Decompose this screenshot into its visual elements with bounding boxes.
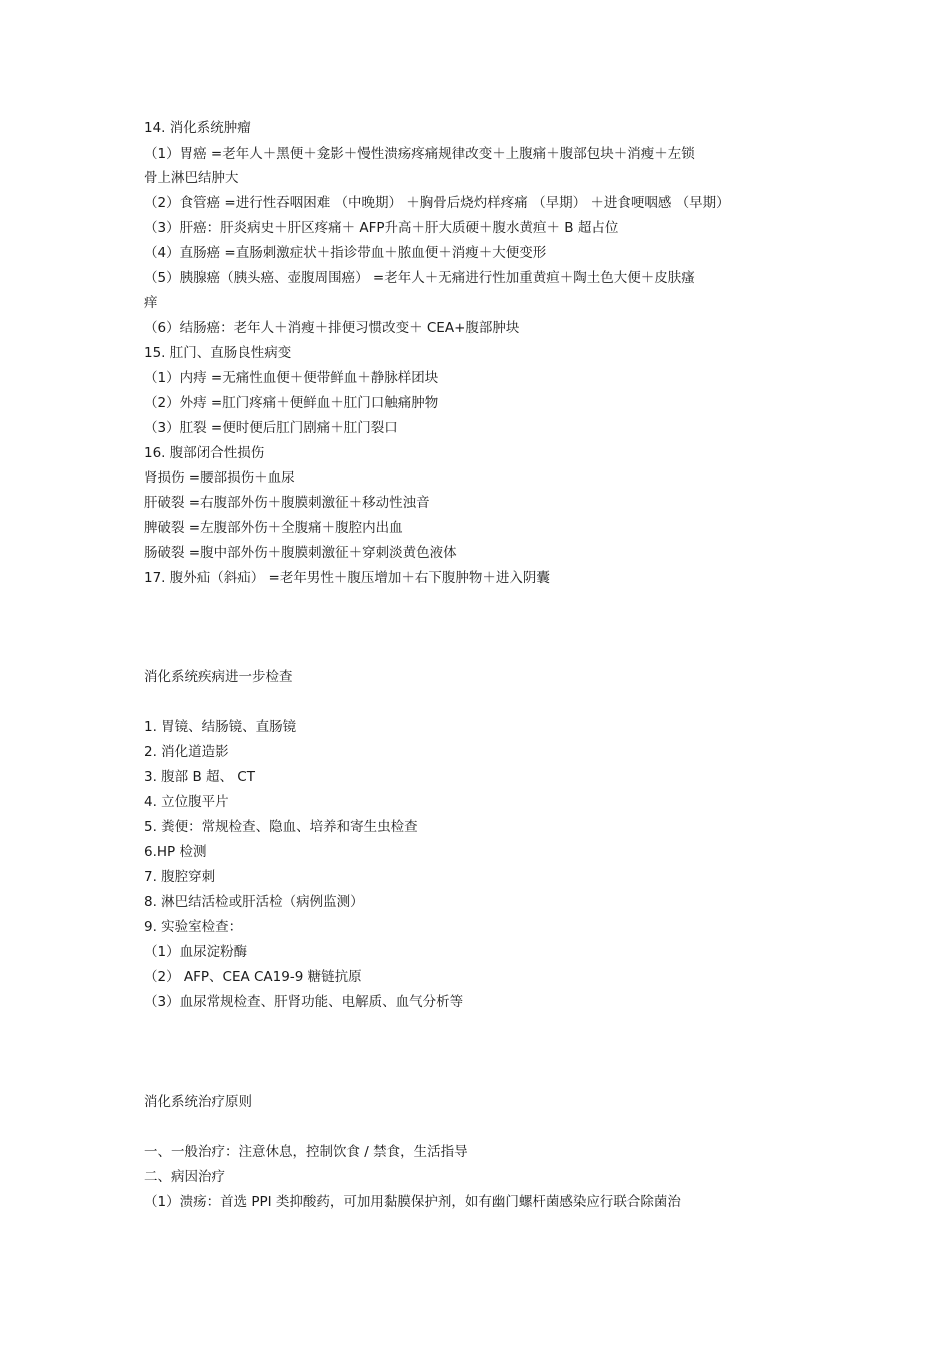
treatment-item-1: 一、一般治疗：注意休息，控制饮食 / 禁食，生活指导 <box>144 1144 468 1160</box>
item-14-4: （4）直肠癌 =直肠刺激症状＋指诊带血＋脓血便＋消瘦＋大便变形 <box>144 245 547 261</box>
item-14-5-cont: 痒 <box>144 295 158 311</box>
item-14-3: （3）肝癌：肝炎病史＋肝区疼痛＋ AFP升高＋肝大质硬＋腹水黄疸＋ B 超占位 <box>144 220 619 236</box>
heading-14: 14. 消化系统肿瘤 <box>144 120 251 136</box>
exam-subitem-2: （2） AFP、CEA CA19-9 糖链抗原 <box>144 969 362 985</box>
exam-subitem-1: （1）血尿淀粉酶 <box>144 944 248 960</box>
item-14-5: （5）胰腺癌（胰头癌、壶腹周围癌） =老年人＋无痛进行性加重黄疸＋陶土色大便＋皮肤瘙 <box>144 270 695 286</box>
exam-item-5: 5. 粪便：常规检查、隐血、培养和寄生虫检查 <box>144 819 418 835</box>
item-14-1: （1）胃癌 =老年人＋黑便＋龛影＋慢性溃疡疼痛规律改变＋上腹痛＋腹部包块＋消瘦＋左锁 <box>144 146 695 162</box>
item-14-2: （2）食管癌 =进行性吞咽困难 （中晚期） ＋胸骨后烧灼样疼痛 （早期） ＋进食哽咽感 （早期） <box>144 195 730 211</box>
heading-16: 16. 腹部闭合性损伤 <box>144 445 265 461</box>
item-15-1: （1）内痔 =无痛性血便＋便带鲜血＋静脉样团块 <box>144 370 439 386</box>
exam-item-8: 8. 淋巴结活检或肝活检（病例监测） <box>144 894 364 910</box>
item-14-1-cont: 骨上淋巴结肿大 <box>144 170 239 186</box>
item-16-1: 肾损伤 =腰部损伤＋血尿 <box>144 470 295 486</box>
exam-item-9: 9. 实验室检查： <box>144 919 243 935</box>
item-16-3: 脾破裂 =左腹部外伤＋全腹痛＋腹腔内出血 <box>144 520 403 536</box>
exam-item-2: 2. 消化道造影 <box>144 744 229 760</box>
item-16-2: 肝破裂 =右腹部外伤＋腹膜刺激征＋移动性浊音 <box>144 495 430 511</box>
item-15-3: （3）肛裂 =便时便后肛门剧痛＋肛门裂口 <box>144 420 398 436</box>
section-title-exams: 消化系统疾病进一步检查 <box>144 669 293 685</box>
exam-item-4: 4. 立位腹平片 <box>144 794 229 810</box>
item-14-6: （6）结肠癌：老年人＋消瘦＋排便习惯改变＋ CEA+腹部肿块 <box>144 320 520 336</box>
heading-17: 17. 腹外疝（斜疝） =老年男性＋腹压增加＋右下腹肿物＋进入阴囊 <box>144 570 550 586</box>
exam-item-7: 7. 腹腔穿刺 <box>144 869 216 885</box>
heading-15: 15. 肛门、直肠良性病变 <box>144 345 292 361</box>
treatment-item-2: 二、病因治疗 <box>144 1169 225 1185</box>
exam-item-6: 6.HP 检测 <box>144 844 207 860</box>
exam-subitem-3: （3）血尿常规检查、肝肾功能、电解质、血气分析等 <box>144 994 464 1010</box>
treatment-item-3: （1）溃疡：首选 PPI 类抑酸药，可加用黏膜保护剂，如有幽门螺杆菌感染应行联合除菌治 <box>144 1194 681 1210</box>
section-title-treatment: 消化系统治疗原则 <box>144 1094 252 1110</box>
exam-item-3: 3. 腹部 B 超、 CT <box>144 769 255 785</box>
item-16-4: 肠破裂 =腹中部外伤＋腹膜刺激征＋穿刺淡黄色液体 <box>144 545 457 561</box>
item-15-2: （2）外痔 =肛门疼痛＋便鲜血＋肛门口触痛肿物 <box>144 395 439 411</box>
exam-item-1: 1. 胃镜、结肠镜、直肠镜 <box>144 719 297 735</box>
